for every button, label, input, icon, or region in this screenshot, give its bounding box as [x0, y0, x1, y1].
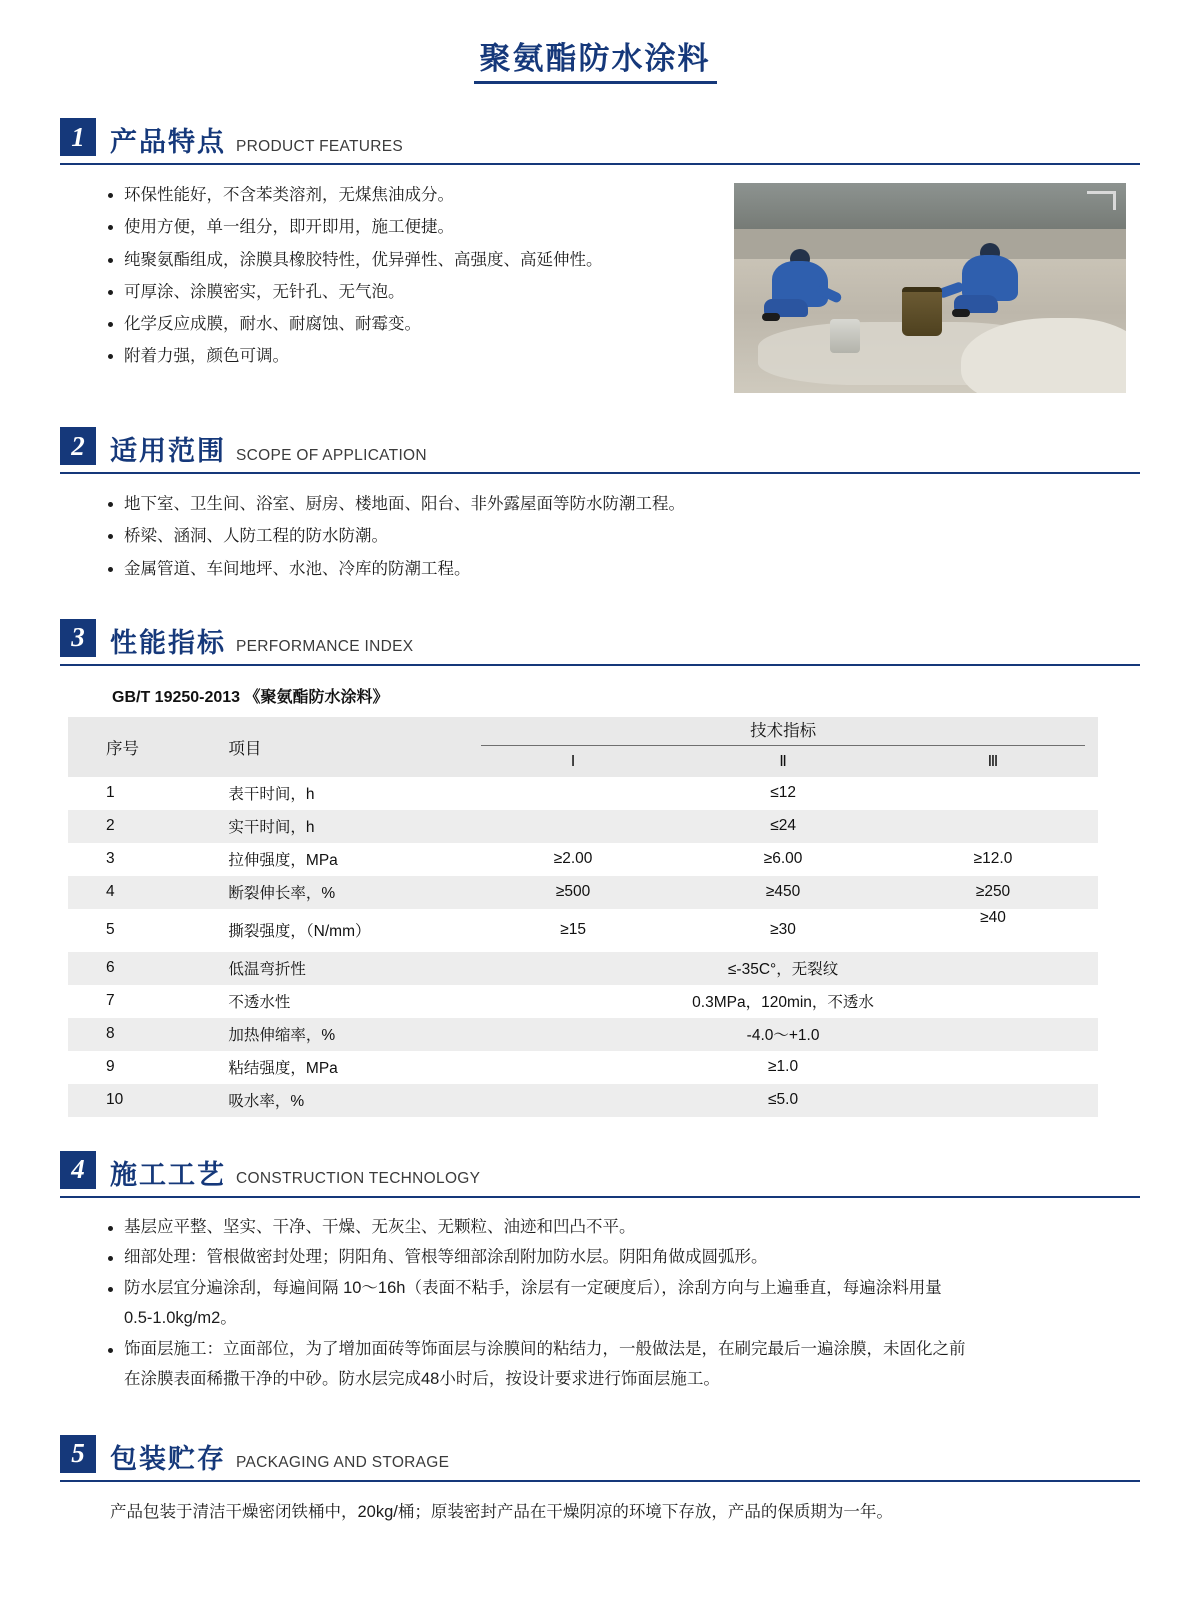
- cell-no: 8: [68, 1018, 218, 1051]
- list-item: 细部处理：管根做密封处理；阴阳角、管根等细部涂刮附加防水层。阴阳角做成圆弧形。: [108, 1242, 1140, 1273]
- table-row: [68, 1084, 1098, 1117]
- section-number: 2: [60, 427, 96, 465]
- table-row: [68, 876, 1098, 909]
- cell-item: 粘结强度，MPa: [228, 1060, 338, 1078]
- section-header: [60, 1435, 1140, 1477]
- cell-item: 拉伸强度，MPa: [228, 852, 338, 870]
- table-header-row: [68, 717, 1098, 747]
- table-row: [68, 777, 1098, 810]
- section-number: 1: [60, 118, 96, 156]
- table-row: [68, 985, 1098, 1018]
- section-scope-of-application: [60, 427, 1140, 585]
- construction-photo: [734, 183, 1126, 393]
- list-item: 可厚涂、涂膜密实，无针孔、无气泡。: [108, 276, 734, 308]
- packaging-text: 产品包装于清洁干燥密闭铁桶中，20kg/桶；原装密封产品在干燥阴凉的环境下存放，产品的保质期为一年。: [110, 1502, 893, 1521]
- section-rule: [60, 1480, 1140, 1482]
- cell-item: 撕裂强度，（N/mm）: [228, 923, 371, 941]
- section-rule: [60, 664, 1140, 666]
- list-item: [108, 1273, 1140, 1334]
- list-item: 桥梁、涵洞、人防工程的防水防潮。: [108, 520, 1140, 552]
- grade-header-1: Ⅰ: [468, 747, 678, 777]
- tech-label: 技术指标: [750, 722, 817, 741]
- grade-header-3: Ⅲ: [888, 747, 1098, 777]
- cell-value: ≤24: [468, 810, 1098, 843]
- section-rule: [60, 1196, 1140, 1198]
- list-item: 环保性能好，不含苯类溶剂，无煤焦油成分。: [108, 179, 734, 211]
- paint-bucket: [902, 287, 942, 336]
- list-item-line: 0.5-1.0kg/m2。: [124, 1309, 237, 1328]
- section-title-cn: 适用范围: [110, 436, 226, 467]
- cell-no: 7: [106, 992, 115, 1010]
- cell-value: ≥450: [678, 876, 888, 909]
- cell-item: 实干时间，h: [218, 810, 468, 843]
- list-item: [108, 1334, 1140, 1395]
- cell-value: ≥250: [888, 876, 1098, 909]
- cell-value: ≥500: [468, 876, 678, 909]
- cell-value: ≥30: [770, 921, 796, 939]
- cell-value: ≥40: [980, 908, 1006, 926]
- section-title-en: SCOPE OF APPLICATION: [236, 446, 427, 464]
- grade-header-2: Ⅱ: [678, 747, 888, 777]
- table-row: [68, 909, 1098, 952]
- cell-value: ≥12.0: [973, 850, 1013, 868]
- cell-no: 6: [68, 952, 218, 985]
- cell-item: 吸水率，%: [218, 1084, 468, 1117]
- corner-mark-icon: [1087, 191, 1116, 210]
- section-header: [60, 118, 1140, 160]
- page-title: 聚氨酯防水涂料: [474, 40, 717, 84]
- performance-table: [68, 717, 1098, 1117]
- list-item: 金属管道、车间地坪、水池、冷库的防潮工程。: [108, 553, 1140, 585]
- section-header: [60, 1151, 1140, 1193]
- section-title-en: PERFORMANCE INDEX: [236, 638, 414, 656]
- table-row: [68, 810, 1098, 843]
- section-title-en: CONSTRUCTION TECHNOLOGY: [236, 1170, 481, 1188]
- cell-value: ≥1.0: [768, 1058, 799, 1076]
- section-number: 3: [60, 619, 96, 657]
- cell-value: -4.0～+1.0: [468, 1018, 1098, 1051]
- list-item-line: 防水层宜分遍涂刮，每遍间隔 10～16h（表面不粘手，涂层有一定硬度后），涂刮方向与上遍垂直，每遍涂料用量: [124, 1278, 942, 1297]
- cell-value: ≤12: [770, 784, 796, 802]
- table-row: [68, 1051, 1098, 1084]
- cell-item: 断裂伸长率，%: [218, 876, 468, 909]
- table-row: [68, 1018, 1098, 1051]
- section-title-cn: 包装贮存: [110, 1443, 226, 1474]
- section-product-features: [60, 118, 1140, 393]
- cell-item: 表干时间，h: [228, 786, 315, 804]
- list-item: 附着力强，颜色可调。: [108, 340, 734, 372]
- section-construction-technology: [60, 1151, 1140, 1395]
- list-item: 化学反应成膜，耐水、耐腐蚀、耐霉变。: [108, 308, 734, 340]
- list-item: 地下室、卫生间、浴室、厨房、楼地面、阳台、非外露屋面等防水防潮工程。: [108, 488, 1140, 520]
- list-item: 基层应平整、坚实、干净、干燥、无灰尘、无颗粒、油迹和凹凸不平。: [108, 1212, 1140, 1243]
- cell-value: ≥2.00: [553, 850, 593, 868]
- list-item: 纯聚氨酯组成，涂膜具橡胶特性，优异弹性、高强度、高延伸性。: [108, 244, 734, 276]
- table-row: [68, 843, 1098, 876]
- cell-no: 3: [106, 850, 115, 868]
- cell-no: 5: [106, 921, 115, 939]
- cell-no: 9: [106, 1058, 115, 1076]
- cell-no: 10: [68, 1084, 218, 1117]
- column-header-item: 项目: [218, 717, 468, 777]
- cell-value: 0.3MPa，120min，不透水: [692, 994, 874, 1012]
- cell-value: ≤5.0: [468, 1084, 1098, 1117]
- cell-value: ≥15: [560, 921, 586, 939]
- cell-no: 4: [68, 876, 218, 909]
- cell-no: 2: [68, 810, 218, 843]
- section-title-en: PRODUCT FEATURES: [236, 137, 403, 155]
- cell-no: 1: [106, 784, 115, 802]
- section-header: [60, 619, 1140, 661]
- section-title-cn: 施工工艺: [110, 1159, 226, 1190]
- cell-value: ≤-35C°，无裂纹: [468, 952, 1098, 985]
- scope-list: [60, 488, 1140, 585]
- feature-list: [60, 179, 734, 372]
- section-performance-index: [60, 619, 1140, 1117]
- paint-bucket: [830, 319, 860, 353]
- list-item-line: 在涂膜表面稀撒干净的中砂。防水层完成48小时后，按设计要求进行饰面层施工。: [124, 1370, 720, 1389]
- cell-item: 低温弯折性: [218, 952, 468, 985]
- cell-value: ≥6.00: [763, 850, 803, 868]
- section-number: 5: [60, 1435, 96, 1473]
- section-title-cn: 产品特点: [110, 127, 226, 158]
- construction-list: [60, 1212, 1140, 1395]
- section-packaging-and-storage: [60, 1435, 1140, 1528]
- list-item-line: 饰面层施工：立面部位，为了增加面砖等饰面层与涂膜间的粘结力，一般做法是，在刷完最后一遍涂膜，未固化之前: [124, 1339, 966, 1358]
- section-title-cn: 性能指标: [110, 627, 226, 658]
- table-row: [68, 952, 1098, 985]
- list-item: 使用方便，单一组分，即开即用，施工便捷。: [108, 211, 734, 243]
- section-rule: [60, 472, 1140, 474]
- title-block: [60, 0, 1140, 84]
- standard-reference: GB/T 19250-2013 《聚氨酯防水涂料》: [112, 688, 389, 706]
- cell-item: 加热伸缩率，%: [218, 1018, 468, 1051]
- column-header-tech: [468, 717, 1098, 747]
- section-title-en: PACKAGING AND STORAGE: [236, 1454, 450, 1472]
- section-header: [60, 427, 1140, 469]
- column-header-no: 序号: [68, 717, 218, 777]
- section-number: 4: [60, 1151, 96, 1189]
- cell-item: 不透水性: [228, 994, 291, 1012]
